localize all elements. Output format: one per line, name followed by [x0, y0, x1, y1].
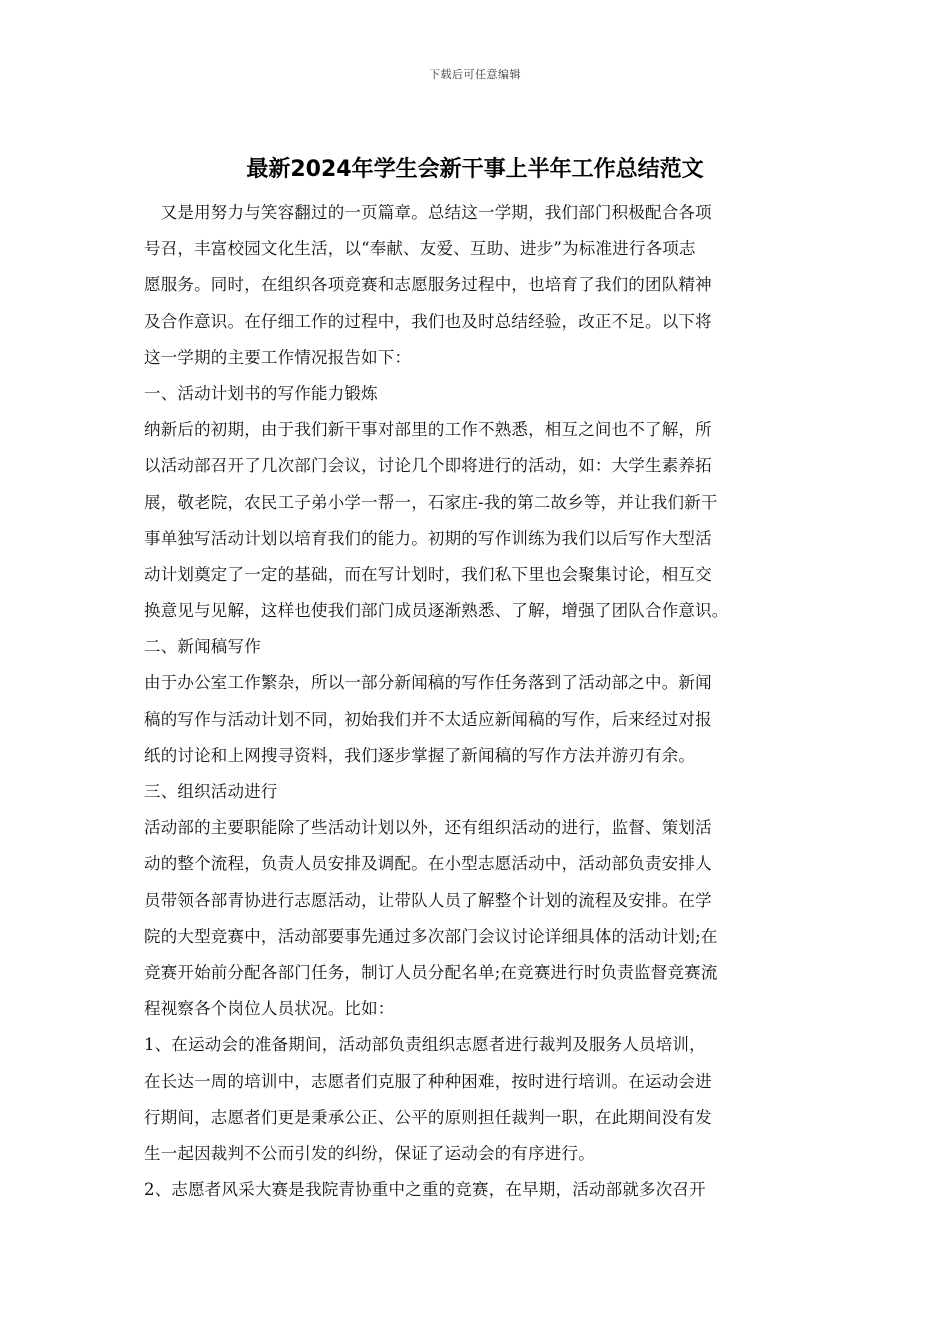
body-line: 竞赛开始前分配各部门任务，制订人员分配名单;在竞赛进行时负责监督竞赛流 — [144, 962, 718, 982]
body-line: 程视察各个岗位人员状况。比如： — [144, 999, 395, 1019]
body-line: 稿的写作与活动计划不同，初始我们并不太适应新闻稿的写作，后来经过对报 — [144, 709, 712, 729]
body-line: 活动部的主要职能除了些活动计划以外，还有组织活动的进行，监督、策划活 — [144, 818, 712, 838]
body-line: 纸的讨论和上网搜寻资料，我们逐步掌握了新闻稿的写作方法并游刃有余。 — [144, 745, 696, 765]
body-line: 动计划奠定了一定的基础，而在写计划时，我们私下里也会聚集讨论，相互交 — [144, 564, 712, 584]
body-line: 及合作意识。在仔细工作的过程中，我们也及时总结经验，改正不足。以下将 — [144, 311, 712, 331]
body-line: 生一起因裁判不公而引发的纠纷，保证了运动会的有序进行。 — [144, 1143, 595, 1163]
body-line: 2、志愿者风采大赛是我院青协重中之重的竞赛，在早期，活动部就多次召开 — [144, 1180, 706, 1200]
body-line: 这一学期的主要工作情况报告如下： — [144, 347, 412, 367]
section-heading-3: 三、组织活动进行 — [144, 782, 278, 801]
document-body — [144, 195, 810, 1208]
body-line: 换意见与见解，这样也使我们部门成员逐渐熟悉、了解，增强了团队合作意识。 — [144, 601, 729, 621]
body-line: 行期间，志愿者们更是秉承公正、公平的原则担任裁判一职，在此期间没有发 — [144, 1107, 712, 1127]
body-line: 愿服务。同时，在组织各项竞赛和志愿服务过程中，也培育了我们的团队精神 — [144, 275, 712, 295]
section-heading-1: 一、活动计划书的写作能力锻炼 — [144, 383, 378, 403]
body-line: 展，敬老院，农民工子弟小学一帮一，石家庄-我的第二故乡等，并让我们新干 — [144, 492, 718, 512]
body-line: 员带领各部青协进行志愿活动，让带队人员了解整个计划的流程及安排。在学 — [144, 890, 712, 910]
body-line: 在长达一周的培训中，志愿者们克服了种种困难，按时进行培训。在运动会进 — [144, 1071, 712, 1091]
section-heading-2: 二、新闻稿写作 — [144, 637, 261, 657]
body-line: 号召，丰富校园文化生活，以“奉献、友爱、互助、进步”为标准进行各项志 — [144, 239, 696, 259]
body-line: 由于办公室工作繁杂，所以一部分新闻稿的写作任务落到了活动部之中。新闻 — [144, 673, 712, 693]
body-line: 又是用努力与笑容翻过的一页篇章。总结这一学期，我们部门积极配合各项 — [144, 203, 712, 222]
body-line: 以活动部召开了几次部门会议，讨论几个即将进行的活动，如：大学生素养拓 — [144, 456, 712, 476]
body-line: 1、在运动会的准备期间，活动部负责组织志愿者进行裁判及服务人员培训， — [144, 1035, 706, 1055]
body-line: 院的大型竞赛中，活动部要事先通过多次部门会议讨论详细具体的活动计划;在 — [144, 926, 718, 946]
body-line: 事单独写活动计划以培育我们的能力。初期的写作训练为我们以后写作大型活 — [144, 528, 712, 548]
body-line: 动的整个流程，负责人员安排及调配。在小型志愿活动中，活动部负责安排人 — [144, 854, 712, 874]
document-title: 最新2024年学生会新干事上半年工作总结范文 — [246, 157, 704, 182]
body-line: 纳新后的初期，由于我们新干事对部里的工作不熟悉，相互之间也不了解，所 — [144, 420, 712, 440]
header-note: 下载后可任意编辑 — [429, 68, 521, 81]
